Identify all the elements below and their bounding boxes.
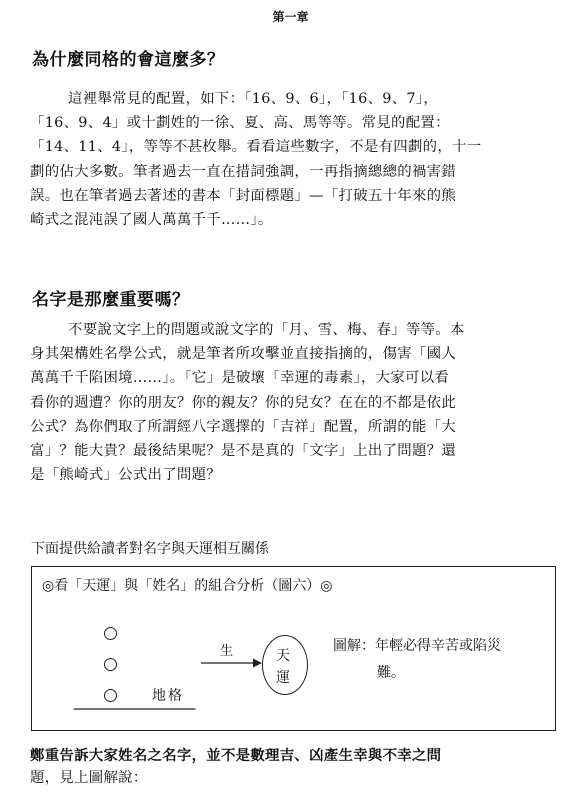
figure-caption-1: 圖解：年輕必得辛苦或陷災: [333, 638, 501, 654]
paragraph-line: 公式？為你們取了所謂經八字選擇的「吉祥」配置，所謂的能「大: [30, 418, 457, 435]
figure-intro: 下面提供給讀者對名字與天運相互關係: [31, 541, 269, 557]
paragraph-line: 「14、11、4」，等等不甚枚舉。看看這些數字，不是有四劃的，十一: [30, 139, 482, 156]
figure-caption-2: 難。: [377, 665, 405, 681]
figure-title: ◎看「天運」與「姓名」的組合分析（圖六）◎: [42, 578, 333, 594]
paragraph-line: 看你的週遭？你的朋友？你的親友？你的兒女？在在的不都是依此: [30, 394, 457, 411]
section-heading-1: 為什麼同格的會這麼多？: [32, 50, 225, 70]
circle-icon: [104, 658, 117, 671]
paragraph-line: 劃的佔大多數。筆者過去一直在措詞強調，一再指摘總總的禍害錯: [30, 163, 457, 180]
paragraph-line: 萬萬千千陷困境……」。「它」是破壞「幸運的毒素」，大家可以看: [30, 370, 450, 387]
paragraph-1: [30, 87, 557, 232]
paragraph-2: [30, 318, 557, 487]
chapter-header: 第一章: [272, 10, 309, 24]
paragraph-line: 崎式之混沌誤了國人萬萬千千……」。: [30, 212, 273, 229]
paragraph-line: 誤。也在筆者過去著述的書本「封面標題」—「打破五十年來的熊: [30, 187, 457, 204]
arrow-label: 生: [220, 644, 234, 659]
paragraph-line: 題，見上圖解說：: [30, 770, 148, 786]
arrow-right-icon: [201, 657, 263, 669]
paragraph-line: 這裡舉常見的配置，如下：「16、9、6」，「16、9、7」，: [68, 91, 439, 107]
heaven-luck-text-1: 天: [276, 648, 290, 664]
circle-icon: [104, 627, 117, 640]
base-line: [72, 706, 197, 712]
paragraph-line: 「16、9、4」或十劃姓的一徐、夏、高、馬等等。常見的配置：: [30, 115, 450, 132]
paragraph-line: 鄭重告訴大家姓名之名字，並不是數理吉、凶產生幸與不幸之問: [30, 747, 442, 764]
closing-paragraph: [30, 744, 557, 790]
earth-grid-label: 地格: [152, 688, 184, 704]
figure-box: [31, 566, 556, 731]
paragraph-line: 富」？能大貴？最後結果呢？是不是真的「文字」上出了問題？還: [30, 443, 457, 460]
circle-icon: [104, 689, 117, 702]
paragraph-line: 身其架構姓名學公式，就是筆者所攻擊並直接指摘的，傷害「國人: [30, 346, 457, 363]
paragraph-line: 是「熊崎式」公式出了問題？: [30, 467, 221, 484]
heaven-luck-text-2: 運: [276, 670, 290, 686]
paragraph-line: 不要說文字上的問題或說文字的「月、雪、梅、春」等等。本: [68, 322, 465, 338]
section-heading-2: 名字是那麼重要嗎？: [32, 290, 190, 310]
